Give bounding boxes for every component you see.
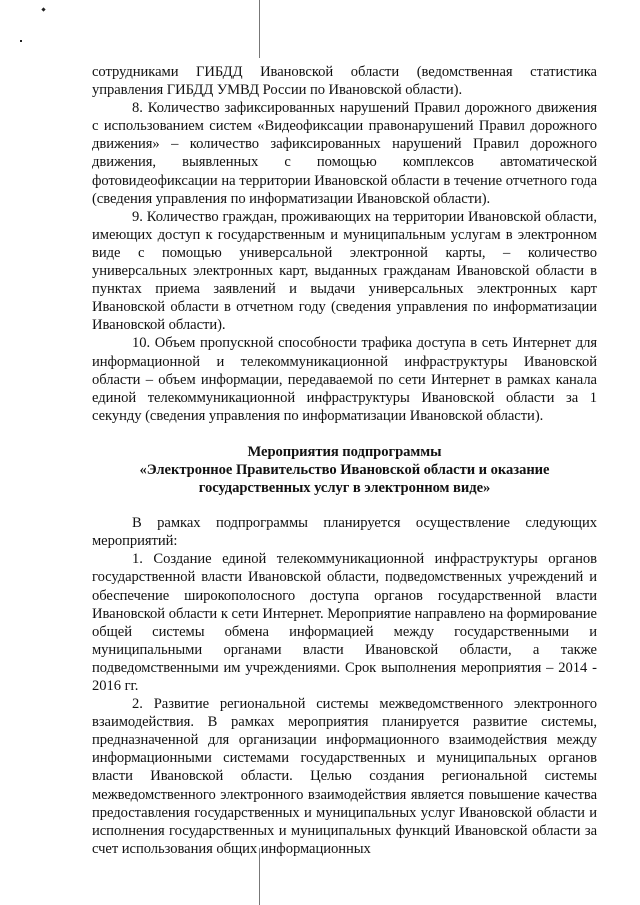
paragraph-item-8: 8. Количество зафиксированных нарушений Правил дорожного движения с использованием систем «Видеофиксации правонарушений Правил дорожного движения» – количество зафиксированных нарушений Правил дорожного движения, выявленных с помощью комплексов автоматической фотовидеофиксации на территории Ивановской области в течение отчетного года (сведения управления по информатизации Ивановской области). bbox=[92, 100, 597, 207]
paragraph-measure-1: 1. Создание единой телекоммуникационной инфраструктуры органов государственной власти Ивановской области, подведомственных учреждений и обеспечение широкополосного доступа органов государственной власти Ивановской области к сети Интернет. Мероприятие направлено на формирование общей системы обмена информацией между государственными и муниципальными органами власти Ивановской области, а также подведомственными им учреждениями. Срок выполнения мероприятия – 2014 - 2016 гг. bbox=[92, 551, 597, 694]
section-heading bbox=[92, 443, 597, 497]
document-body bbox=[92, 63, 597, 858]
paragraph-intro: В рамках подпрограммы планируется осуществление следующих мероприятий: bbox=[92, 515, 597, 550]
binding-line bbox=[259, 0, 260, 58]
heading-line-1: Мероприятия подпрограммы bbox=[247, 443, 442, 460]
paragraph-continuation: сотрудниками ГИБДД Ивановской области (ведомственная статистика управления ГИБДД УМВД России по Ивановской области). bbox=[92, 64, 597, 99]
paragraph-item-9: 9. Количество граждан, проживающих на территории Ивановской области, имеющих доступ к государственным и муниципальным услугам в электронном виде с помощью универсальной электронной карты, – количество универсальных электронных карт, выданных гражданам Ивановской области в пунктах приема заявлений и выдачи универсальных электронных карт Ивановской области в отчетном году (сведения управления по информатизации Ивановской области). bbox=[92, 208, 597, 334]
paragraph-item-10: 10. Объем пропускной способности трафика доступа в сеть Интернет для информационной и телекоммуникационной инфраструктуры Ивановской области – объем информации, передаваемой по сети Интернет в рамках канала единой телекоммуникационной инфраструктуры Ивановской области за 1 секунду (сведения управления по информатизации Ивановской области). bbox=[92, 335, 597, 424]
scan-artifact bbox=[41, 7, 45, 11]
scan-artifact bbox=[20, 40, 22, 42]
paragraph-measure-2: 2. Развитие региональной системы межведомственного электронного взаимодействия. В рамках мероприятия планируется развитие системы, предназначенной для организации информационного взаимодействия между информационными системами государственных и муниципальных органов власти Ивановской области. Целью создания региональной системы межведомственного электронного взаимодействия является повышение качества предоставления государственных и муниципальных услуг Ивановской области и исполнения государственных и муниципальных функций Ивановской области за счет использования общих информационных bbox=[92, 696, 597, 857]
heading-line-2: «Электронное Правительство Ивановской области и оказание государственных услуг в электронном виде» bbox=[139, 461, 550, 497]
